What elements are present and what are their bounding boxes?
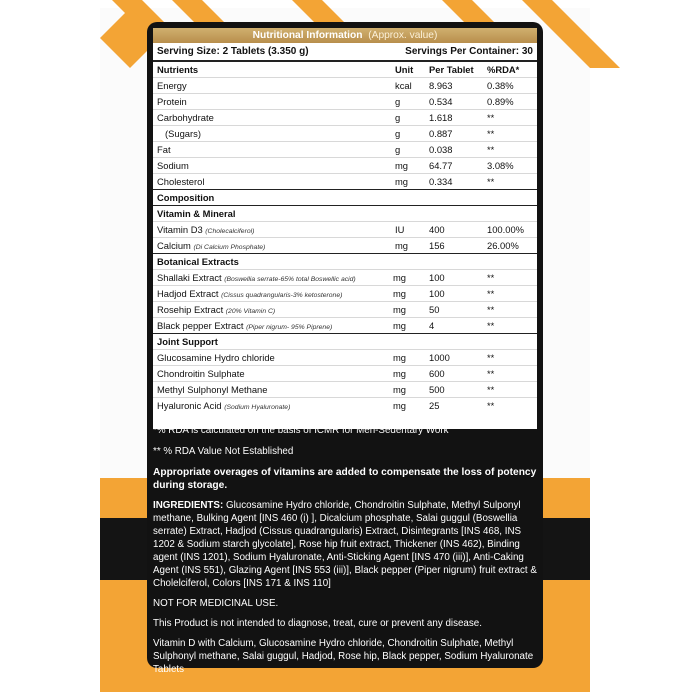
- nutrient-rda: **: [487, 176, 495, 187]
- table-row: [153, 397, 537, 413]
- ingredient-label: Rosehip Extract: [157, 304, 224, 315]
- table-header: [153, 61, 537, 77]
- joint-name: Glucosamine Hydro chloride: [157, 352, 275, 363]
- joint-name: Chondroitin Sulphate: [157, 368, 245, 379]
- nutrient-value: 0.534: [429, 96, 453, 107]
- botanical-value: 4: [429, 320, 435, 331]
- rda-basis-note: *% RDA is calculated on the basis of ICMR for Men-Sedentary Work: [153, 425, 449, 436]
- nutrient-rda: **: [487, 112, 495, 123]
- table-row: [153, 77, 537, 93]
- section-heading: [153, 333, 537, 349]
- nutrient-unit: mg: [395, 160, 409, 171]
- nutrient-unit: kcal: [395, 80, 412, 91]
- facts-title: Nutritional Information: [252, 30, 363, 41]
- ingredient-label: Vitamin D3: [157, 224, 203, 235]
- botanical-unit: mg: [393, 272, 407, 283]
- botanical-rda: **: [487, 304, 495, 315]
- nutrient-rda: 3.08%: [487, 160, 514, 171]
- joint-name: Methyl Sulphonyl Methane: [157, 384, 268, 395]
- table-row: [153, 381, 537, 397]
- ingredient-note: (Sodium Hyaluronate): [224, 404, 291, 411]
- joint-support-label: Joint Support: [157, 336, 218, 347]
- vitamin-unit: IU: [395, 224, 405, 235]
- header-per-tablet: Per Tablet: [429, 64, 474, 75]
- ingredients-text: Glucosamine Hydro chloride, Chondroitin Sulphate, Methyl Sulponyl methane, Bulking Agent [INS 460 (i) ], Dicalcium phosphate, Salai guggul (Boswellia serrate) Extract, Hadjod (Cissus quadrangularis) Extract, Disintegrants [INS 468, INS 1202 & Sodium starch glycolate], Rose hip fruit extract, Thickener (INS 462), Binding agent (INS 1201), Sodium Hyaluronate, Anti-Sticking Agent [INS 470 (iii)], Anti-Caking Agent (INS 551), Glazing Agent [INS 553 (iii)], Black pepper (Piper nigrum) fruit extract & Cholelciferol, Colors [INS 171 & INS 110]: [153, 500, 537, 589]
- ingredient-note: (Piper nigrum- 95% Piprene): [246, 324, 333, 331]
- botanical-value: 50: [429, 304, 440, 315]
- botanical-label: Botanical Extracts: [157, 256, 239, 267]
- vitamin-unit: mg: [395, 240, 409, 251]
- joint-value: 1000: [429, 352, 450, 363]
- botanical-value: 100: [429, 288, 445, 299]
- servings-per-container: Servings Per Container: 30: [405, 46, 533, 57]
- ingredient-note: (Cissus quadrangularis-3% ketosterone): [221, 292, 343, 299]
- table-row: [153, 349, 537, 365]
- ingredient-note: (Cholecalciferol): [205, 228, 255, 235]
- ingredient-label: Hyaluronic Acid: [157, 400, 222, 411]
- vitamin-rda: 100.00%: [487, 224, 525, 235]
- table-row: [153, 317, 537, 333]
- ingredient-label: Hadjod Extract: [157, 288, 219, 299]
- nutrient-value: 0.038: [429, 144, 453, 155]
- table-row: [153, 157, 537, 173]
- overages-note: Appropriate overages of vitamins are added to compensate the loss of potency during storage.: [153, 467, 537, 491]
- vitamin-value: 156: [429, 240, 445, 251]
- nutrient-name: Energy: [157, 80, 187, 91]
- table-row: [153, 237, 537, 253]
- nutrient-unit: g: [395, 112, 401, 123]
- joint-name: [157, 398, 290, 415]
- nutrient-name: Sodium: [157, 160, 189, 171]
- nutrient-value: 8.963: [429, 80, 453, 91]
- disclaimer-note: This Product is not intended to diagnose, treat, cure or prevent any disease.: [153, 618, 482, 629]
- joint-value: 500: [429, 384, 445, 395]
- joint-value: 25: [429, 400, 440, 411]
- nutrition-facts-table: [153, 28, 537, 429]
- serving-row: [153, 43, 537, 61]
- ingredient-label: Calcium: [157, 240, 191, 251]
- nutrient-value: 64.77: [429, 160, 453, 171]
- table-row: [153, 173, 537, 189]
- nutrition-panel: [147, 22, 543, 675]
- nutrient-unit: g: [395, 96, 401, 107]
- joint-rda: **: [487, 384, 495, 395]
- product-description: Vitamin D with Calcium, Glucosamine Hydro chloride, Chondroitin Sulphate, Methyl Sulphonyl methane, Salai guggul, Hadjod, Rose hip, Black pepper, Sodium Hyaluronate Tablets: [153, 638, 534, 675]
- nutrient-name: Carbohydrate: [157, 112, 214, 123]
- ingredients-block: [153, 499, 537, 590]
- table-row: [153, 365, 537, 381]
- composition-label: Composition: [157, 192, 215, 203]
- nutrient-rda: 0.89%: [487, 96, 514, 107]
- botanical-value: 100: [429, 272, 445, 283]
- ingredient-note: (Di Calcium Phosphate): [193, 244, 266, 251]
- ingredient-note: (Boswellia serrate-65% total Boswellic acid): [224, 276, 356, 283]
- nutrient-name: Protein: [157, 96, 187, 107]
- nutrient-rda: **: [487, 128, 495, 139]
- ingredient-label: Shallaki Extract: [157, 272, 222, 283]
- nutrient-name: (Sugars): [165, 128, 201, 139]
- ingredient-label: Black pepper Extract: [157, 320, 244, 331]
- joint-unit: mg: [393, 400, 407, 411]
- nutrient-name: Fat: [157, 144, 171, 155]
- botanical-unit: mg: [393, 320, 407, 331]
- botanical-rda: **: [487, 288, 495, 299]
- header-unit: Unit: [395, 64, 414, 75]
- joint-value: 600: [429, 368, 445, 379]
- not-medicinal-note: NOT FOR MEDICINAL USE.: [153, 598, 279, 609]
- botanical-unit: mg: [393, 288, 407, 299]
- table-row: [153, 285, 537, 301]
- botanical-rda: **: [487, 272, 495, 283]
- label-notes: [153, 424, 537, 676]
- nutrient-unit: g: [395, 128, 401, 139]
- ingredients-label: INGREDIENTS:: [153, 500, 224, 511]
- nutrient-unit: g: [395, 144, 401, 155]
- vitamin-value: 400: [429, 224, 445, 235]
- nutrient-value: 0.887: [429, 128, 453, 139]
- table-row: [153, 221, 537, 237]
- nutrient-value: 1.618: [429, 112, 453, 123]
- botanical-unit: mg: [393, 304, 407, 315]
- rda-not-established-note: ** % RDA Value Not Established: [153, 446, 294, 457]
- serving-size: Serving Size: 2 Tablets (3.350 g): [157, 46, 309, 57]
- section-heading: [153, 205, 537, 221]
- table-row: [153, 269, 537, 285]
- table-row: [153, 125, 537, 141]
- header-nutrients: Nutrients: [157, 64, 199, 75]
- vitamin-rda: 26.00%: [487, 240, 519, 251]
- header-rda: %RDA*: [487, 64, 520, 75]
- joint-unit: mg: [393, 368, 407, 379]
- facts-title-note: (Approx. value): [368, 30, 438, 41]
- facts-title-bar: [153, 28, 537, 43]
- table-row: [153, 93, 537, 109]
- botanical-rda: **: [487, 320, 495, 331]
- nutrient-value: 0.334: [429, 176, 453, 187]
- joint-unit: mg: [393, 352, 407, 363]
- joint-rda: **: [487, 400, 495, 411]
- nutrient-rda: **: [487, 144, 495, 155]
- section-heading: [153, 189, 537, 205]
- vitamin-mineral-label: Vitamin & Mineral: [157, 208, 236, 219]
- joint-rda: **: [487, 368, 495, 379]
- nutrient-rda: 0.38%: [487, 80, 514, 91]
- section-heading: [153, 253, 537, 269]
- nutrient-unit: mg: [395, 176, 409, 187]
- table-row: [153, 301, 537, 317]
- joint-unit: mg: [393, 384, 407, 395]
- table-row: [153, 109, 537, 125]
- table-row: [153, 141, 537, 157]
- nutrient-name: Cholesterol: [157, 176, 205, 187]
- joint-rda: **: [487, 352, 495, 363]
- ingredient-note: (20% Vitamin C): [225, 308, 276, 315]
